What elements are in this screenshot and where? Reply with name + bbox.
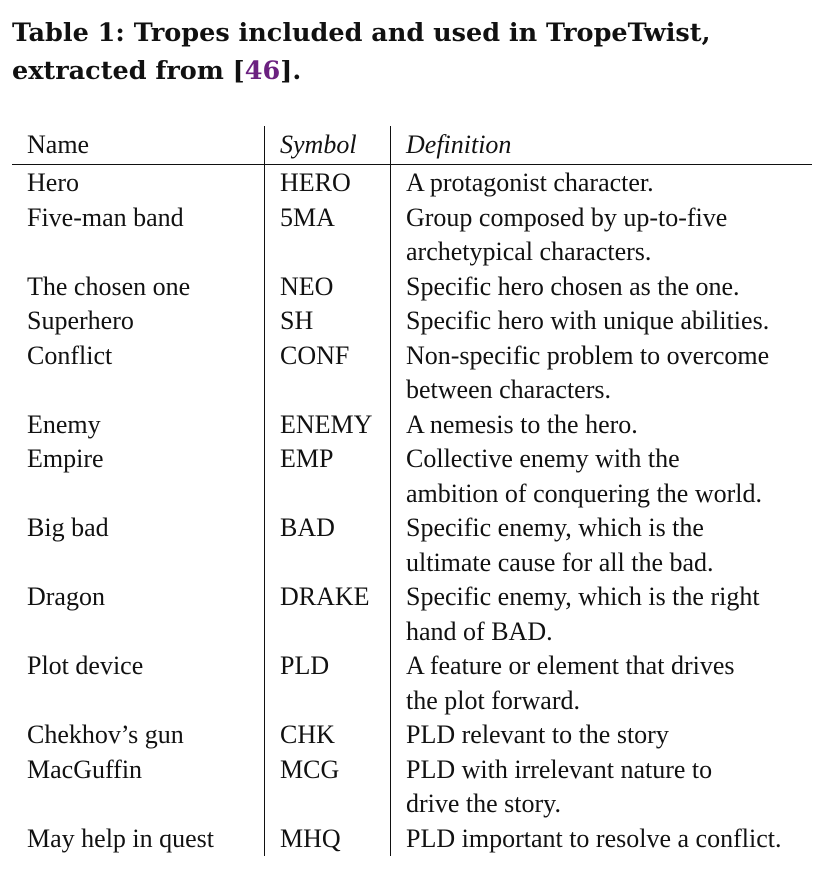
table-row bbox=[12, 822, 812, 857]
trope-name: May help in quest bbox=[27, 823, 215, 853]
trope-symbol: MHQ bbox=[265, 822, 391, 857]
trope-symbol: DRAKE bbox=[265, 580, 391, 649]
table-row bbox=[12, 442, 812, 511]
trope-definition bbox=[391, 339, 813, 408]
trope-definition bbox=[391, 165, 813, 201]
definition-line: between characters. bbox=[406, 375, 611, 404]
definition-line: Collective enemy with the bbox=[406, 444, 680, 473]
definition-line: ultimate cause for all the bad. bbox=[406, 547, 714, 577]
definition-line: drive the story. bbox=[406, 789, 561, 818]
trope-name: Big bad bbox=[27, 513, 109, 542]
table-row bbox=[12, 753, 812, 822]
definition-line: Non-specific problem to overcome bbox=[406, 340, 770, 370]
trope-name: Five-man band bbox=[27, 202, 184, 232]
definition-line: Specific enemy, which is the bbox=[406, 513, 704, 542]
definition-line: PLD important to resolve a conflict. bbox=[406, 823, 782, 853]
citation-link[interactable]: 46 bbox=[244, 56, 281, 86]
definition-line: PLD with irrelevant nature to bbox=[406, 754, 713, 784]
definition-line: A feature or element that drives bbox=[406, 651, 735, 680]
header-name: Name bbox=[12, 126, 265, 165]
caption-suffix: ]. bbox=[280, 56, 302, 86]
table-body bbox=[12, 165, 812, 857]
table-row bbox=[12, 165, 812, 201]
definition-line: Specific enemy, which is the right bbox=[406, 582, 760, 611]
definition-line: A nemesis to the hero. bbox=[406, 409, 638, 439]
trope-symbol: EMP bbox=[265, 442, 391, 511]
table-row bbox=[12, 270, 812, 305]
trope-name: Chekhov’s gun bbox=[27, 720, 184, 749]
trope-name: Enemy bbox=[27, 409, 101, 439]
table-row bbox=[12, 408, 812, 443]
definition-line: A protagonist character. bbox=[406, 168, 654, 197]
trope-name: Superhero bbox=[27, 306, 134, 335]
table-row bbox=[12, 649, 812, 718]
definition-line: the plot forward. bbox=[406, 685, 581, 715]
table-row bbox=[12, 511, 812, 580]
trope-definition bbox=[391, 408, 813, 443]
table-row bbox=[12, 339, 812, 408]
trope-definition bbox=[391, 822, 813, 857]
trope-definition bbox=[391, 753, 813, 822]
table-row bbox=[12, 718, 812, 753]
trope-symbol: SH bbox=[265, 304, 391, 339]
trope-symbol: HERO bbox=[265, 165, 391, 201]
trope-symbol: MCG bbox=[265, 753, 391, 822]
trope-symbol: CONF bbox=[265, 339, 391, 408]
trope-symbol: BAD bbox=[265, 511, 391, 580]
trope-name: MacGuffin bbox=[27, 754, 143, 784]
definition-line: hand of BAD. bbox=[406, 616, 553, 646]
table-caption bbox=[12, 14, 824, 90]
table-row bbox=[12, 304, 812, 339]
tropes-table bbox=[12, 126, 812, 856]
definition-line: ambition of conquering the world. bbox=[406, 478, 762, 508]
header-definition: Definition bbox=[391, 126, 813, 165]
trope-name: The chosen one bbox=[27, 271, 191, 301]
trope-name: Conflict bbox=[27, 340, 113, 370]
trope-name: Dragon bbox=[27, 582, 105, 611]
definition-line: archetypical characters. bbox=[406, 237, 652, 266]
trope-definition bbox=[391, 442, 813, 511]
definition-line: Specific hero chosen as the one. bbox=[406, 271, 740, 301]
trope-symbol: PLD bbox=[265, 649, 391, 718]
trope-symbol: NEO bbox=[265, 270, 391, 305]
table-row bbox=[12, 201, 812, 270]
trope-symbol: 5MA bbox=[265, 201, 391, 270]
caption-text: Table 1: Tropes included and used in TropeTwist, extracted from [ bbox=[12, 18, 711, 86]
trope-name: Empire bbox=[27, 444, 104, 473]
trope-name: Plot device bbox=[27, 651, 144, 680]
trope-definition bbox=[391, 201, 813, 270]
trope-symbol: CHK bbox=[265, 718, 391, 753]
definition-line: Specific hero with unique abilities. bbox=[406, 306, 770, 335]
header-symbol: Symbol bbox=[265, 126, 391, 165]
trope-definition bbox=[391, 511, 813, 580]
trope-definition bbox=[391, 580, 813, 649]
trope-symbol: ENEMY bbox=[265, 408, 391, 443]
table-header-row bbox=[12, 126, 812, 165]
trope-definition bbox=[391, 304, 813, 339]
trope-definition bbox=[391, 649, 813, 718]
trope-name: Hero bbox=[27, 168, 79, 197]
trope-definition bbox=[391, 270, 813, 305]
definition-line: Group composed by up-to-five bbox=[406, 202, 728, 232]
table-row bbox=[12, 580, 812, 649]
definition-line: PLD relevant to the story bbox=[406, 720, 669, 749]
trope-definition bbox=[391, 718, 813, 753]
